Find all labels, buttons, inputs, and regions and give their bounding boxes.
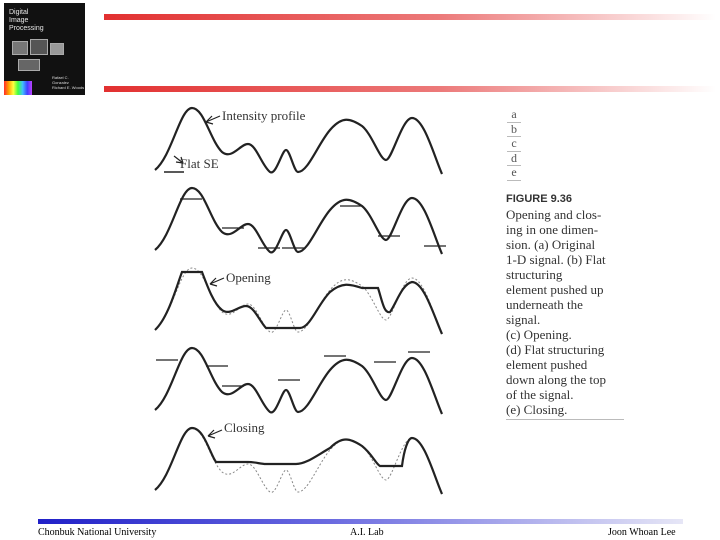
caption-line: sion. (a) Original	[506, 237, 596, 252]
caption-line: (c) Opening.	[506, 327, 572, 342]
opening-arrow	[210, 278, 224, 286]
cover-thumbnail	[12, 41, 28, 55]
caption-line: element pushed	[506, 357, 588, 372]
footer-lab: A.I. Lab	[350, 527, 384, 538]
header-rule-top	[104, 14, 716, 20]
label-opening: Opening	[226, 270, 271, 285]
cover-thumbnail	[18, 59, 40, 71]
caption-title: FIGURE 9.36	[506, 193, 573, 205]
cover-authors	[52, 75, 85, 90]
cover-title-line: Digital	[9, 9, 29, 16]
caption-line: (e) Closing.	[506, 402, 568, 417]
panel-b	[155, 188, 446, 254]
caption-line: ing in one dimen-	[506, 222, 599, 237]
cover-author: Richard E. Woods	[52, 85, 85, 90]
cover-title	[9, 9, 44, 33]
footer-rule	[38, 519, 683, 524]
panel-letter: c	[507, 137, 521, 152]
panel-c	[155, 268, 442, 334]
label-intensity-profile: Intensity profile	[222, 108, 306, 123]
closing-curve	[155, 428, 442, 494]
opening-curve	[155, 272, 442, 334]
original-dotted-curve	[155, 268, 442, 334]
cover-title-line: Processing	[9, 25, 44, 32]
cover-spectrum	[4, 81, 32, 95]
morphology-figure	[150, 100, 450, 500]
caption-line: Opening and clos-	[506, 207, 602, 222]
label-closing: Closing	[224, 420, 265, 435]
caption-line: 1-D signal. (b) Flat	[506, 252, 606, 267]
panel-letter: e	[507, 166, 521, 181]
footer-university: Chonbuk National University	[38, 527, 157, 538]
book-cover-image	[4, 3, 85, 95]
caption-line: (d) Flat structuring	[506, 342, 605, 357]
label-flat-se: Flat SE	[180, 156, 219, 171]
footer-author: Joon Whoan Lee	[608, 527, 676, 538]
cover-thumbnail	[50, 43, 64, 55]
panel-letter: d	[507, 152, 521, 167]
caption-line: of the signal.	[506, 387, 574, 402]
original-dotted-curve	[155, 428, 442, 494]
caption-line: element pushed up	[506, 282, 604, 297]
se-positions	[156, 352, 430, 386]
caption-line: structuring	[506, 267, 563, 282]
cover-thumbnail	[30, 39, 48, 55]
profile-curve	[155, 188, 442, 254]
panel-d	[155, 348, 442, 414]
figure-caption	[506, 192, 624, 417]
panel-letter-column	[507, 108, 521, 181]
closing-arrow	[208, 430, 222, 438]
caption-line: signal.	[506, 312, 541, 327]
panel-e	[155, 428, 442, 494]
cover-author: Rafael C. Gonzalez	[52, 75, 69, 85]
cover-title-line: Image	[9, 17, 29, 24]
panel-letter: a	[507, 108, 521, 123]
profile-curve	[155, 348, 442, 414]
caption-line: underneath the	[506, 297, 583, 312]
header-rule-bottom	[104, 86, 716, 92]
se-positions	[180, 199, 446, 248]
caption-line: down along the top	[506, 372, 607, 387]
panel-letter: b	[507, 123, 521, 138]
caption-rule	[506, 419, 624, 420]
intensity-profile-arrow	[206, 116, 220, 124]
